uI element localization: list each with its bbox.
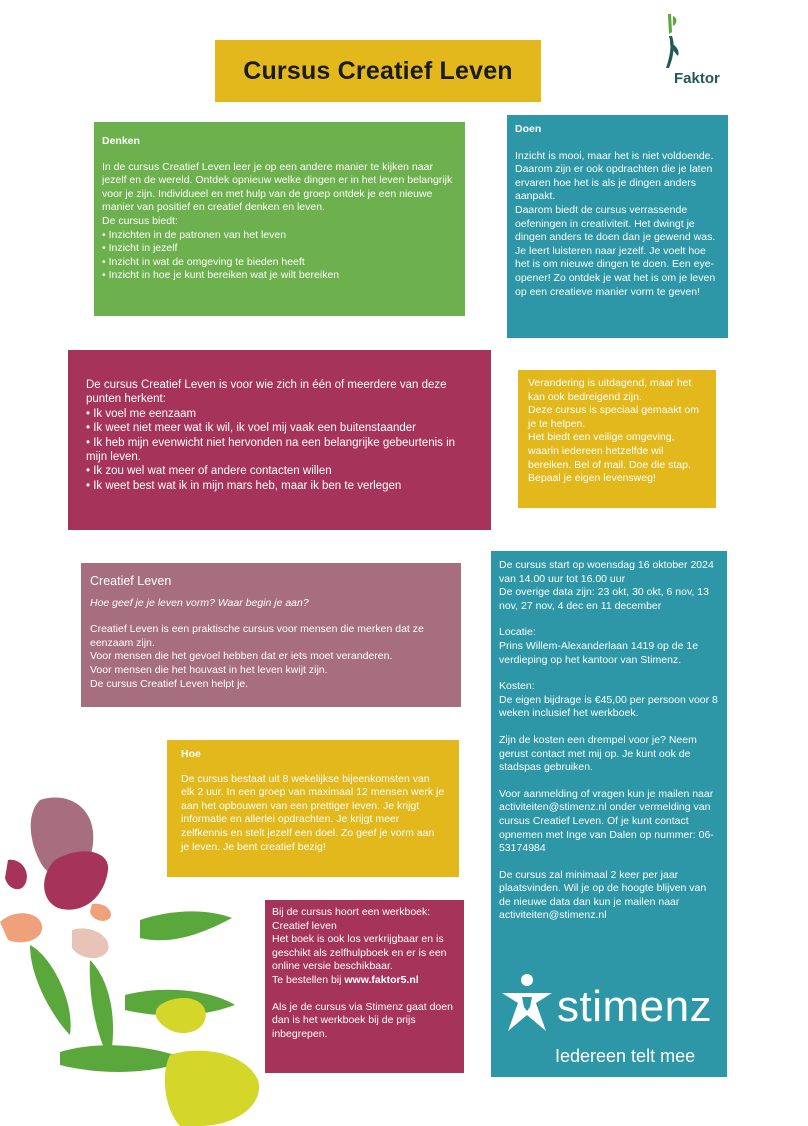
info-drempel: Zijn de kosten een drempel voor je? Neem gerust contact met mij op. Je kunt ook de stadspas gebruiken. [499,733,697,774]
faktor-logo-text: Faktor [674,70,720,87]
list-item: • Ik zou wel wat meer of andere contacten willen [86,465,332,478]
hoe-text: De cursus bestaat uit 8 wekelijkse bijeenkomsten van elk 2 uur. In een groep van maximaal 12 mensen werk je aan het opbouwen van een prettiger leven. Je krijgt informatie en allerlei opdrachten. Je krijgt meer zelfkennis en stelt jezelf een doel. Zo geef je vorm aan je leven. Je bent creatief bezig! [181,772,445,853]
list-item: • Ik voel me eenzaam [86,407,197,420]
doen-p2: Daarom zijn er ook opdrachten die je laten ervaren hoe het is als je dingen anders aanpakt. [515,163,713,203]
decorative-leaves [0,790,300,1126]
creatief-p2: Voor mensen die het gevoel hebben dat er iets moet veranderen. [90,650,393,663]
info-jaar: De cursus zal minimaal 2 keer per jaar plaatsvinden. Wil je op de hoogte blijven van de nieuwe data dan kun je mailen naar activiteiten@stimenz.nl [499,868,707,922]
doen-panel [507,115,728,338]
faktor-figure-icon [660,12,700,72]
werkboek-l3: Het boek is ook los verkrijgbaar en is geschikt als zelfhulpboek en er is een online versie beschikbaar. [272,933,447,973]
creatief-p4: De cursus Creatief Leven helpt je. [90,677,249,690]
creatief-p3: Voor mensen die het houvast in het leven kwijt zijn. [90,663,328,676]
verandering-p2: Deze cursus is speciaal gemaakt om je te helpen. [528,404,699,430]
werkboek-l2: Creatief leven [272,919,337,932]
verandering-p3: Het biedt een veilige omgeving, waarin iedereen hetzelfde wil bereiken. Bel of mail. Doe die stap. [528,431,691,471]
werkboek-l5: Als je de cursus via Stimenz gaat doen dan is het werkboek bij de prijs inbegrepen. [272,1000,453,1040]
info-dates: De overige data zijn: 23 okt, 30 okt, 6 nov, 13 nov, 27 nov, 4 dec en 11 december [499,586,709,612]
stimenz-logo [500,968,725,1068]
info-start: De cursus start op woensdag 16 oktober 2024 van 14.00 uur tot 16.00 uur [499,559,714,585]
denken-intro: In de cursus Creatief Leven leer je op een andere manier te kijken naar jezelf en de wereld. Ontdek opnieuw welke dingen er in het leven belangrijk voor je zijn. Individueel en met hulp van de groep ontdek je een nieuwe manier van positief en creatief denken en leven. [102,160,453,214]
doelgroep-intro: De cursus Creatief Leven is voor wie zich in één of meerdere van deze punten herkent: [86,379,447,406]
info-aanmelding: Voor aanmelding of vragen kun je mailen naar activiteiten@stimenz.nl onder vermelding van cursus Creatief Leven. Of je kunt contact opnemen met Inge van Dalen op nummer: 06-53174984 [499,787,714,855]
doen-heading: Doen [515,123,542,135]
list-item: • Ik weet niet meer wat ik wil, ik voel mij vaak een buitenstaander [86,422,417,435]
list-item: • Inzichten in de patronen van het leven [102,228,287,241]
verandering-p4: Bepaal je eigen levensweg! [528,472,656,485]
list-item: • Ik heb mijn evenwicht niet hervonden na een belangrijke gebeurtenis in mijn leven. [86,436,456,464]
werkboek-l1: Bij de cursus hoort een werkboek: [272,906,431,918]
doelgroep-panel [68,350,491,530]
doelgroep-list [86,407,473,493]
faktor-logo [660,12,730,92]
page-title: Cursus Creatief Leven [243,56,513,85]
info-locatie-label: Locatie: [499,626,536,639]
info-kosten-label: Kosten: [499,680,535,693]
info-locatie: Prins Willem-Alexanderlaan 1419 op de 1e verdieping op het kantoor van Stimenz. [499,639,699,666]
title-banner [215,40,541,102]
list-item: • Inzicht in wat de omgeving te bieden heeft [102,255,305,268]
faktor5-link[interactable]: www.faktor5.nl [344,973,419,986]
stimenz-figure-icon [500,973,554,1033]
info-kosten: De eigen bijdrage is €45,00 per persoon voor 8 weken inclusief het werkboek. [499,693,718,720]
denken-list [102,229,457,283]
creatief-p1: Creatief Leven is een praktische cursus voor mensen die merken dat ze eenzaam zijn. [90,623,424,649]
denken-heading: Denken [102,135,140,147]
hoe-heading: Hoe [181,748,201,760]
list-item: • Inzicht in hoe je kunt bereiken wat je wilt bereiken [102,269,340,282]
denken-lead: De cursus biedt: [102,214,178,227]
doen-p3: Daarom biedt de cursus verrassende oefeningen in creativiteit. Het dwingt je dingen anders te doen dan je gewend was. Je leert luisteren naar jezelf. Je voelt hoe het is om nieuwe dingen te doen. Een eye-opener! Zo ontdek je wat het is om je leven op een creatieve manier vorm te geven! [515,203,716,298]
creatief-question: Hoe geef je je leven vorm? Waar begin je aan? [90,596,309,609]
creatief-leven-panel [81,563,461,707]
verandering-panel [518,370,716,508]
doen-p1: Inzicht is mooi, maar het is niet voldoende. [515,149,714,162]
werkboek-l4-pre: Te bestellen bij [272,973,345,986]
denken-panel [94,122,465,316]
stimenz-logo-text: stimenz [557,982,713,1031]
creatief-heading: Creatief Leven [90,574,172,588]
list-item: • Inzicht in jezelf [102,242,178,255]
verandering-p1: Verandering is uitdagend, maar het kan ook bedreigend zijn. [528,377,692,403]
stimenz-tagline: Iedereen telt mee [555,1046,696,1066]
list-item: • Ik weet best wat ik in mijn mars heb, maar ik ben te verlegen [86,479,402,492]
